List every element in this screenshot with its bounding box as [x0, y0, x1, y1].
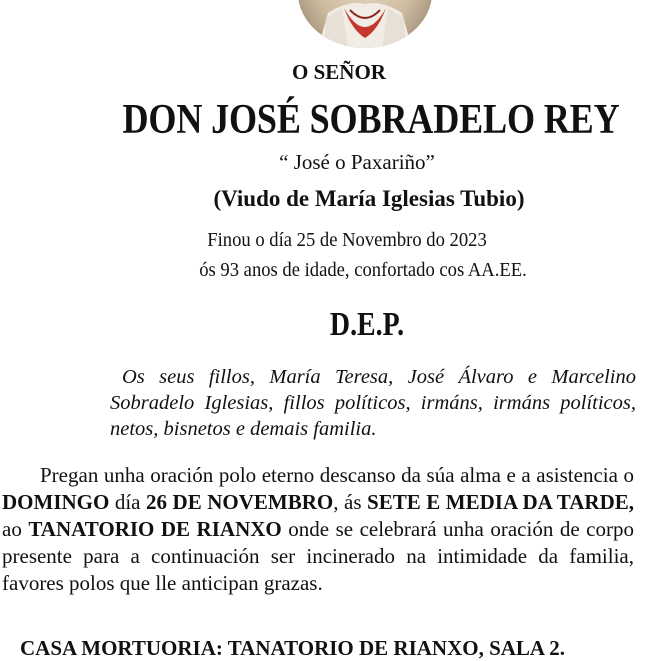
announcement-text-1: Pregan unha oración polo eterno descanso da súa alma e a asistencia o — [40, 463, 634, 487]
deceased-nickname: “ José o Paxariño” — [32, 150, 650, 175]
service-time: SETE E MEDIA DA TARDE, — [367, 490, 634, 514]
announcement-text-4: ao — [2, 517, 28, 541]
deceased-portrait — [298, 0, 432, 48]
family-paragraph — [110, 364, 636, 442]
age-line: ós 93 anos de idade, confortado cos AA.EE. — [61, 259, 650, 282]
dep-heading: D.E.P. — [101, 306, 634, 344]
announcement-text-2: día — [109, 490, 146, 514]
footer-mortuary-line: CASA MORTUORIA: TANATORIO DE RIANXO, SALA 2. — [2, 636, 650, 661]
family-text: Os seus fillos, María Teresa, José Álvaro e Marcelino Sobradelo Iglesias, fillos políticos, irmáns, irmáns políticos, netos, bisnetos e demais familia. — [110, 366, 636, 440]
service-day: DOMINGO — [2, 490, 109, 514]
announcement-text-3: , ás — [333, 490, 367, 514]
title-prefix: O SEÑOR — [14, 60, 650, 85]
date-of-death-line: Finou o día 25 de Novembro do 2023 — [45, 229, 650, 252]
widow-of-line: (Viudo de María Iglesias Tubio) — [44, 186, 650, 212]
service-place: TANATORIO DE RIANXO — [28, 517, 281, 541]
announcement-paragraph — [2, 462, 634, 597]
deceased-name: DON JOSÉ SOBRADELO REY — [92, 96, 650, 144]
announcement-text-5: onde se celebrará unha oración de corpo presente para a continuación ser incinerado na intimidade da familia, favores polos que lle anticipan grazas. — [2, 517, 634, 595]
service-date: 26 DE NOVEMBRO — [146, 490, 333, 514]
